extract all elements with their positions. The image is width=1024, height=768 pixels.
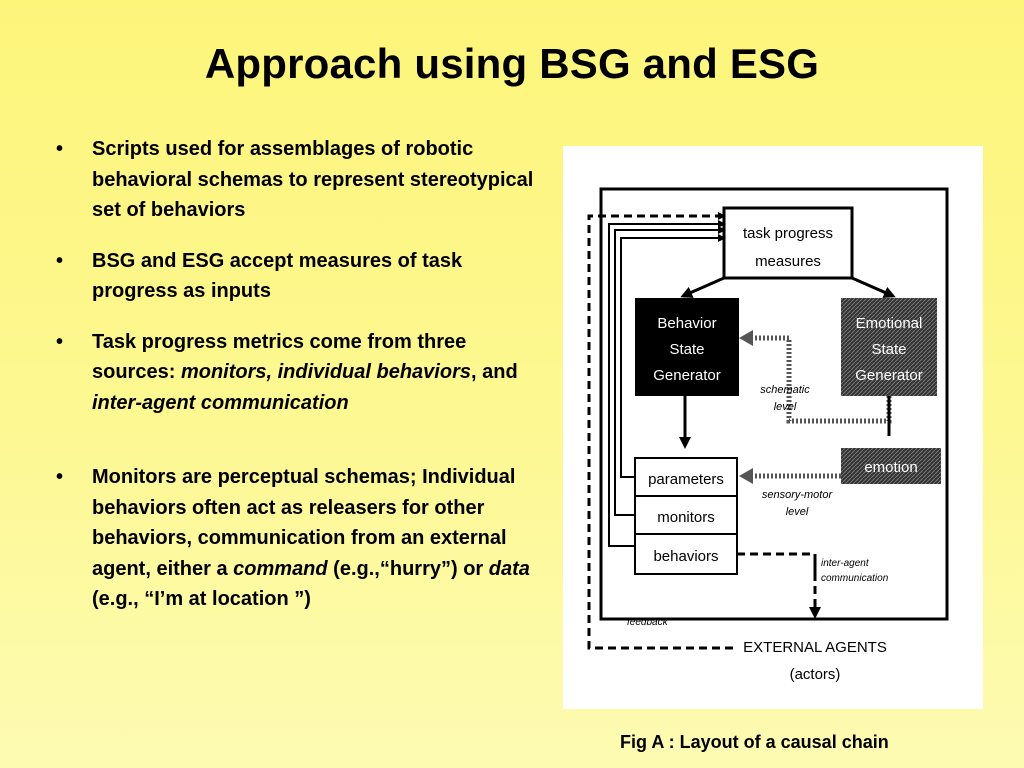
esg-to-bsg-arrowhead	[739, 330, 753, 346]
bullet-text: Monitors are perceptual schemas; Individual behaviors often act as releasers for other behaviors, communication from an external agent, either a	[92, 466, 516, 580]
esg-label: Emotional	[855, 315, 923, 332]
interagent-label: communication	[821, 573, 889, 584]
emotion-to-parameters-arrowhead	[739, 468, 753, 484]
slide-title: Approach using BSG and ESG	[204, 40, 820, 87]
interagent-label: inter-agent	[821, 558, 869, 569]
schematic-level-label: schematic	[760, 384, 810, 396]
arrow-to-bsg	[683, 278, 724, 296]
bullet-item	[52, 246, 542, 307]
bullet-text: (e.g., “I’m at location ”)	[92, 588, 311, 610]
bullet-emphasis: inter-agent communication	[92, 391, 349, 414]
bullet-item	[52, 462, 542, 615]
bsg-label: State	[669, 341, 705, 358]
bullet-marker: •	[56, 249, 64, 272]
esg-label: State	[871, 341, 907, 358]
causal-chain-diagram	[563, 146, 983, 709]
emotion-label: emotion	[864, 459, 918, 476]
parameters-label: parameters	[648, 471, 724, 488]
schematic-level-label: level	[773, 401, 797, 413]
task-progress-label: task progress	[742, 225, 834, 242]
bullet-list	[52, 134, 542, 615]
bullet-emphasis: monitors, individual behaviors	[180, 361, 471, 383]
external-agents-label: (actors)	[789, 666, 841, 683]
external-agents-label: EXTERNAL AGENTS	[743, 639, 887, 656]
bullet-marker: •	[56, 138, 64, 160]
figure-caption: Fig A : Layout of a causal chain	[620, 732, 889, 752]
feedback-label: feedback	[627, 617, 668, 628]
esg-label: Generator	[855, 367, 923, 384]
sensory-motor-label: level	[785, 506, 809, 518]
task-progress-label: measures	[755, 253, 821, 270]
sensory-motor-label: sensory-motor	[761, 489, 833, 501]
behaviors-label: behaviors	[653, 548, 719, 565]
bullet-text: BSG and ESG accept measures of task progress as inputs	[92, 249, 463, 302]
bullet-text: , and	[471, 361, 518, 383]
monitors-label: monitors	[657, 509, 715, 526]
bullet-text: (e.g.,“hurry”) or	[327, 557, 489, 580]
bullet-text: Scripts used for assemblages of robotic behavioral schemas to represent stereotypical set of behaviors	[92, 138, 534, 221]
bullet-emphasis: data	[488, 557, 530, 580]
interagent-link	[737, 554, 815, 578]
arrow-to-esg	[852, 278, 893, 296]
bullet-emphasis: command	[233, 557, 328, 580]
bullet-item	[52, 327, 542, 419]
bullet-item	[52, 134, 542, 226]
external-feedback-loop	[589, 216, 733, 648]
figure-panel	[563, 146, 983, 709]
bullet-marker: •	[56, 466, 64, 488]
bullet-text: Task progress metrics come from three sources:	[92, 330, 467, 383]
bsg-label: Behavior	[657, 315, 717, 332]
bullet-marker: •	[56, 330, 64, 353]
bsg-label: Generator	[653, 367, 721, 384]
